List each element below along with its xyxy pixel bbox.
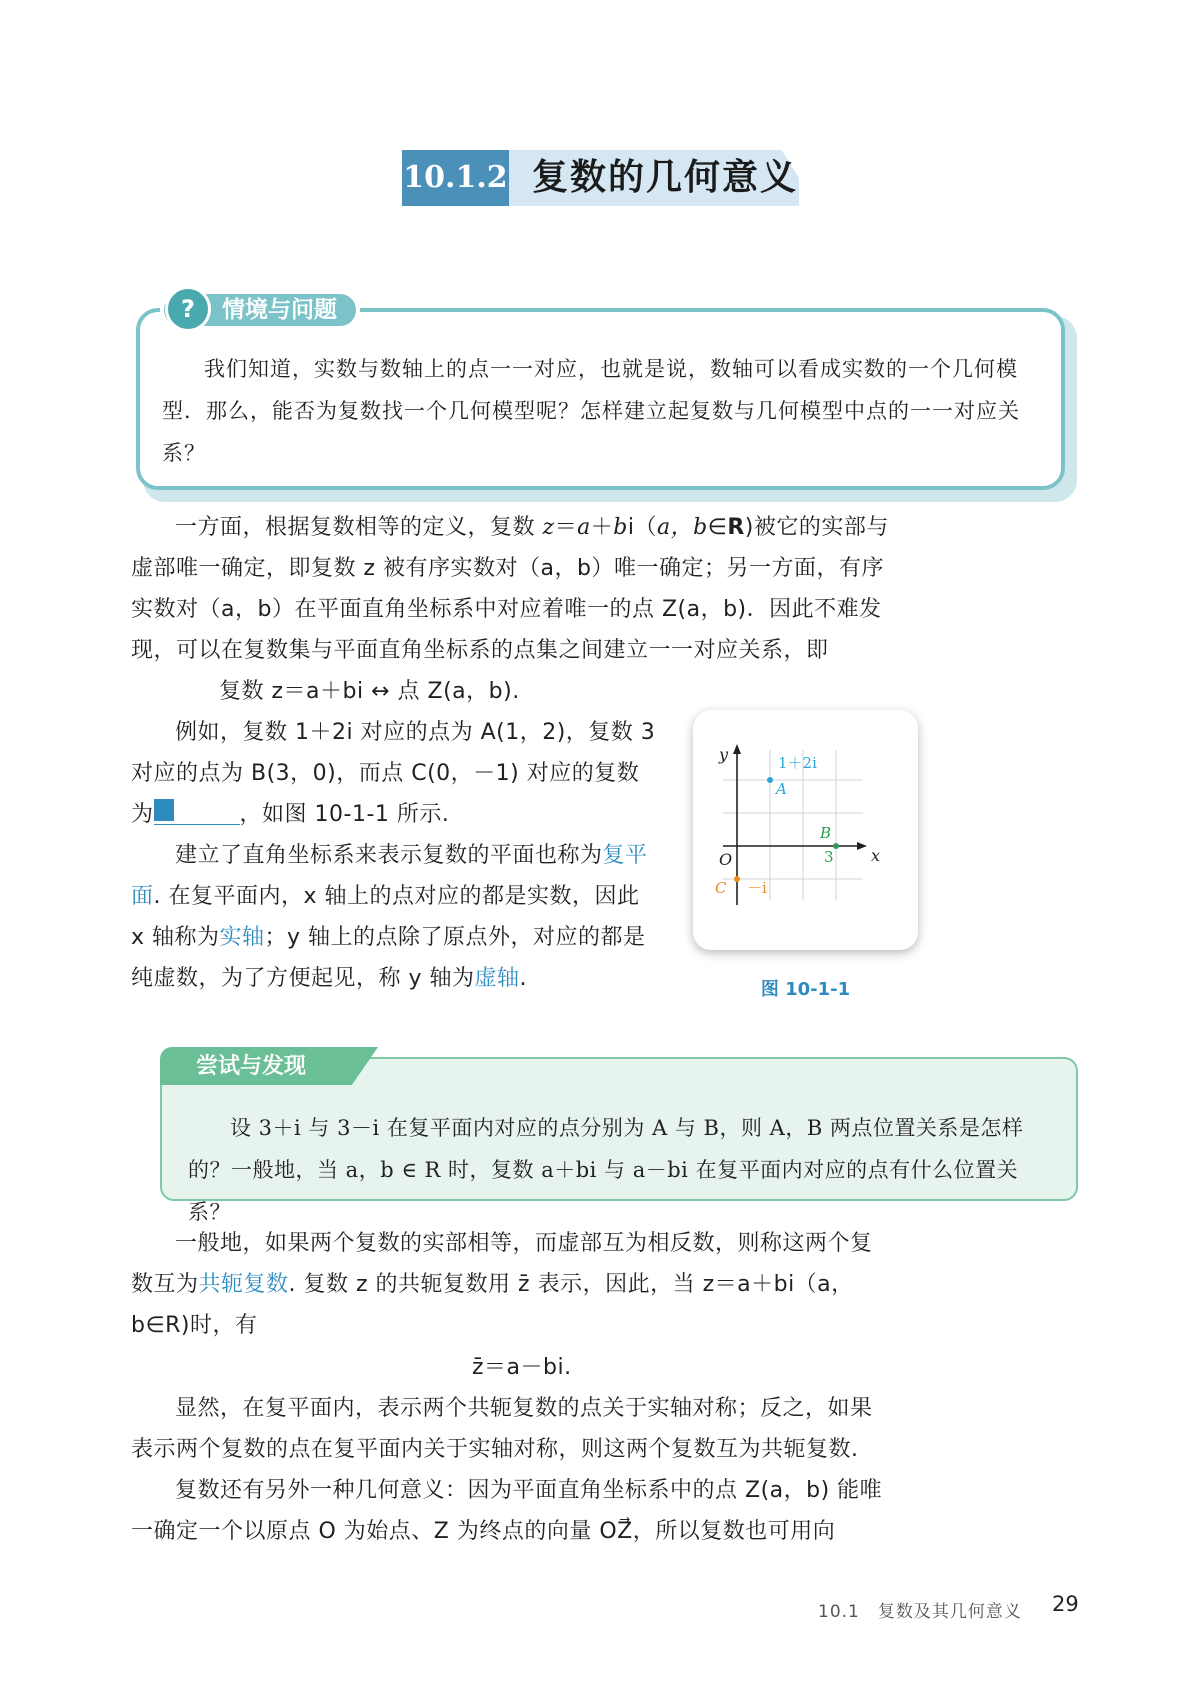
figure-caption: 图 10-1-1: [760, 979, 851, 1000]
y-axis-arrow-icon: [733, 744, 741, 754]
paragraph-definition: 一方面，根据复数相等的定义，复数 z＝a＋bi（a，b∈R)被它的实部与虚部唯一确定，即复数 z 被有序实数对（a，b）唯一确定；另一方面，有序实数对（a，b）在平面直角坐标系中对应着唯一的点 Z(a，b)．因此不难发现，可以在复数集与平面直角坐标系的点集之间建立一一对应关系，即: [131, 515, 889, 663]
answer-blank[interactable]: [154, 798, 240, 825]
term-conjugate: 共轭复数: [198, 1272, 289, 1297]
point-c-value-label: －i: [747, 879, 767, 897]
x-axis-arrow-icon: [857, 842, 867, 850]
paragraph-vector: 复数还有另外一种几何意义：因为平面直角坐标系中的点 Z(a，b) 能唯一确定一个以原点 O 为始点、Z 为终点的向量 OZ⃗，所以复数也可用向: [131, 1478, 883, 1544]
x-axis-label: x: [871, 846, 881, 865]
formula-conjugate: z̄＝a－bi.: [472, 1355, 572, 1380]
point-b: [833, 843, 839, 849]
complex-points: [715, 754, 839, 897]
complex-plane-diagram: [693, 710, 918, 950]
point-b-name-label: B: [820, 824, 832, 842]
origin-label: O: [719, 850, 733, 869]
blank-number-badge: 1: [154, 799, 174, 821]
point-b-value-label: 3: [824, 848, 834, 866]
paragraph-example: 例如，复数 1＋2i 对应的点为 A(1，2)，复数 3 对应的点为 B(3，0)，而点 C(0，－1) 对应的复数为 1 ，如图 10-1-1 所示.: [131, 720, 656, 827]
situation-text: 我们知道，实数与数轴上的点一一对应，也就是说，数轴可以看成实数的一个几何模型．那么，能否为复数找一个几何模型呢？怎样建立起复数与几何模型中点的一一对应关系？: [162, 357, 1020, 465]
term-imaginary-axis: 虚轴: [474, 966, 520, 991]
point-c-name-label: C: [715, 879, 727, 897]
point-a-value-label: 1＋2i: [778, 754, 817, 772]
try-discover-text: 设 3＋i 与 3－i 在复平面内对应的点分别为 A 与 B，则 A，B 两点位置关系是怎样的？一般地，当 a，b ∈ R 时，复数 a＋bi 与 a－bi 在复平面内对应的点有什么位置关系？: [188, 1116, 1024, 1224]
try-discover-label: 尝试与发现: [196, 1054, 307, 1079]
paragraph-complex-plane: 建立了直角坐标系来表示复数的平面也称为复平面. 在复平面内，x 轴上的点对应的都是实数，因此 x 轴称为实轴；y 轴上的点除了原点外，对应的都是纯虚数，为了方便起见，称 y 轴为虚轴.: [131, 843, 648, 991]
grid-lines: [723, 750, 863, 900]
point-a: [767, 777, 773, 783]
figure-card: [693, 710, 918, 950]
point-a-name-label: A: [776, 780, 787, 798]
question-book-icon: ?: [165, 286, 211, 332]
footer-section-title: 10.1 复数及其几何意义: [818, 1602, 1022, 1622]
paragraph-symmetry: 显然，在复平面内，表示两个共轭复数的点关于实轴对称；反之，如果表示两个复数的点在复平面内关于实轴对称，则这两个复数互为共轭复数.: [131, 1396, 873, 1462]
section-title-text: 复数的几何意义: [532, 157, 799, 198]
section-number: 10.1.2: [402, 150, 509, 206]
situation-label: 情境与问题: [222, 297, 337, 323]
term-real-axis: 实轴: [219, 925, 265, 950]
page-number: 29: [1052, 1592, 1079, 1616]
section-title: [402, 150, 822, 206]
point-c: [734, 876, 740, 882]
y-axis-label: y: [719, 745, 729, 764]
formula-correspondence: 复数 z＝a＋bi ↔ 点 Z(a，b).: [219, 679, 520, 704]
paragraph-conjugate: 一般地，如果两个复数的实部相等，而虚部互为相反数，则称这两个复数互为共轭复数. 复数 z 的共轭复数用 z̄ 表示，因此，当 z＝a＋bi（a，b∈R)时，有: [131, 1231, 873, 1338]
term-complex-plane: 复平面: [131, 843, 648, 909]
